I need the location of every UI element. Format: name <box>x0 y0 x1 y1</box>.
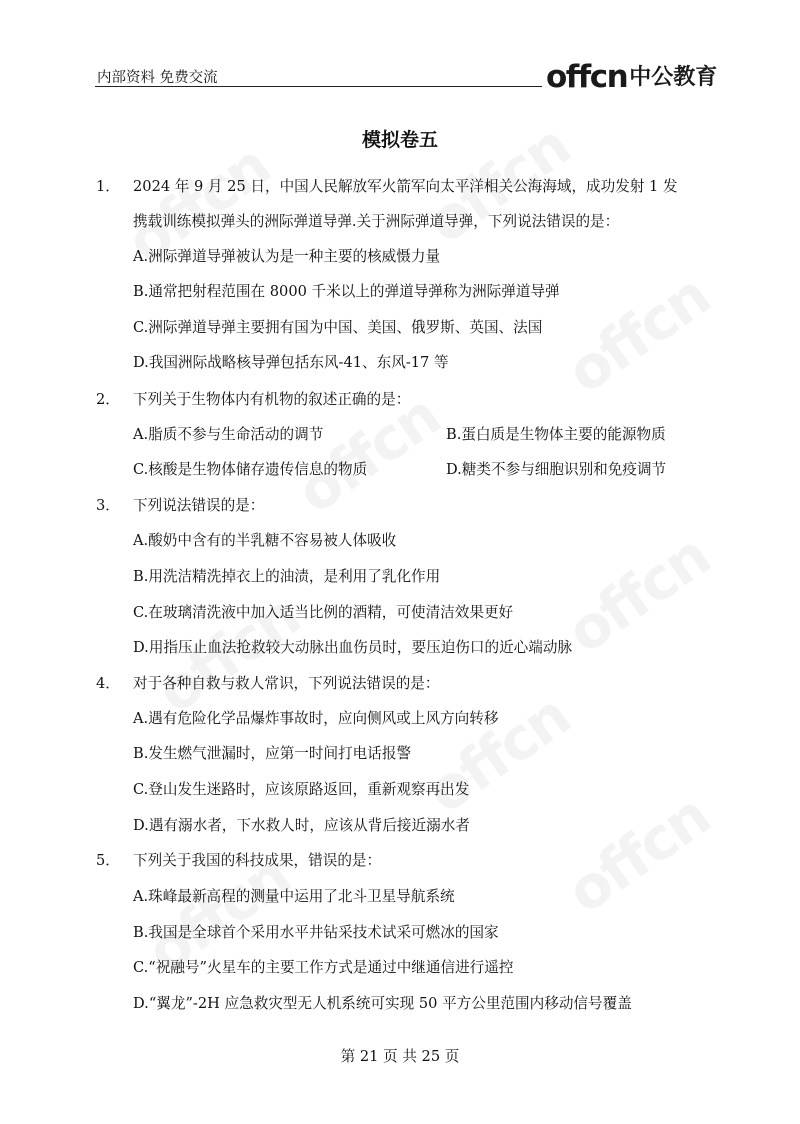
header-rule <box>95 86 542 87</box>
question-number: 3． <box>96 497 120 514</box>
question-stem: 下列关于生物体内有机物的叙述正确的是： <box>133 391 411 408</box>
watermark-logo <box>555 521 722 666</box>
logo-cn-text: 中公教育 <box>629 65 718 90</box>
option-c: C.在玻璃清洗液中加入适当比例的酒精，可使清洁效果更好 <box>133 604 514 621</box>
watermark-logo <box>555 781 722 926</box>
question-stem: 下列关于我国的科技成果，错误的是： <box>133 852 382 869</box>
question-number: 5． <box>96 852 120 869</box>
option-d: D.用指压止血法抢救较大动脉出血伤员时，要压迫伤口的近心端动脉 <box>133 639 573 656</box>
brand-logo <box>546 58 718 95</box>
watermark-logo <box>415 681 582 826</box>
watermark-logo <box>555 261 722 406</box>
option-b: B.我国是全球首个采用水平井钻采技术试采可燃冰的国家 <box>133 924 499 941</box>
question-number: 1． <box>96 178 120 195</box>
question-stem: 对于各种自救与救人常识，下列说法错误的是： <box>133 675 440 692</box>
option-a: A.遇有危险化学品爆炸事故时，应向侧风或上风方向转移 <box>133 710 499 727</box>
option-a: A.珠峰最新高程的测量中运用了北斗卫星导航系统 <box>133 888 455 905</box>
option-c: C.核酸是生物体储存遗传信息的物质 <box>133 461 368 478</box>
question-stem: 下列说法错误的是： <box>133 497 265 514</box>
page-title: 模拟卷五 <box>361 129 438 151</box>
page-number: 第 21 页 共 25 页 <box>340 1048 460 1065</box>
option-c: C.“祝融号”火星车的主要工作方式是通过中继通信进行遥控 <box>133 959 514 976</box>
option-a: A.洲际弹道导弹被认为是一种主要的核威慑力量 <box>133 248 441 265</box>
option-b: B.通常把射程范围在 8000 千米以上的弹道导弹称为洲际弹道导弹 <box>133 283 560 300</box>
option-d: D.“翼龙”-2H 应急救灾型无人机系统可实现 50 平方公里范围内移动信号覆盖 <box>133 995 632 1012</box>
header-caption: 内部资料 免费交流 <box>97 70 218 86</box>
option-a: A.脂质不参与生命活动的调节 <box>133 426 324 443</box>
option-a: A.酸奶中含有的半乳糖不容易被人体吸收 <box>133 532 397 549</box>
option-d: D.糖类不参与细胞识别和免疫调节 <box>446 461 667 478</box>
question-stem: 携载训练模拟弹头的洲际弹道导弹.关于洲际弹道导弹，下列说法错误的是： <box>133 213 620 230</box>
question-number: 4． <box>96 675 120 692</box>
question-stem: 2024 年 9 月 25 日，中国人民解放军火箭军向太平洋相关公海海域，成功发射 1 发 <box>133 178 678 195</box>
option-c: C.洲际弹道导弹主要拥有国为中国、美国、俄罗斯、英国、法国 <box>133 319 543 336</box>
option-c: C.登山发生迷路时，应该原路返回，重新观察再出发 <box>133 781 470 798</box>
option-b: B.蛋白质是生物体主要的能源物质 <box>446 426 666 443</box>
option-d: D.遇有溺水者，下水救人时，应该从背后接近溺水者 <box>133 817 470 834</box>
logo-en-text: offcn <box>546 59 628 95</box>
option-b: B.发生燃气泄漏时，应第一时间打电话报警 <box>133 745 412 762</box>
option-d: D.我国洲际战略核导弹包括东风-41、东风-17 等 <box>133 354 449 371</box>
question-number: 2． <box>96 391 120 408</box>
option-b: B.用洗洁精洗掉衣上的油渍，是利用了乳化作用 <box>133 568 441 585</box>
